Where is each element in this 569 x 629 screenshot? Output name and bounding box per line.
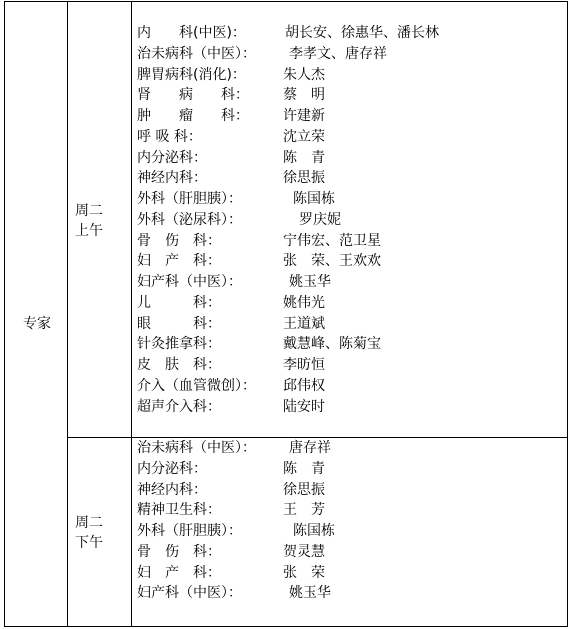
schedule-row [137, 189, 562, 210]
department-name: 皮 肤 科： [137, 357, 221, 373]
department-name: 外科（泌尿科）： [137, 211, 242, 228]
schedule-row [137, 500, 562, 521]
session-2-day: 周二 [75, 515, 103, 531]
doctor-names: 宁伟宏、范卫星 [283, 232, 381, 249]
doctor-names: 张 荣 [283, 564, 325, 581]
department-name: 外科（肝胆胰）： [137, 523, 242, 539]
department-name: 治未病科（中医）： [137, 440, 256, 456]
session-1-time [75, 201, 115, 241]
department-name: 精神卫生科： [137, 502, 221, 519]
department-name: 内分泌科： [137, 149, 207, 166]
doctor-names: 陈 青 [283, 460, 325, 477]
session-2-period: 下午 [75, 535, 103, 551]
schedule-row [137, 376, 562, 397]
doctor-names: 陆安时 [283, 398, 325, 415]
session-1-list [137, 23, 562, 417]
schedule-row [137, 106, 562, 127]
schedule-row [137, 168, 562, 189]
department-name: 骨 伤 科： [137, 232, 221, 249]
schedule-row [137, 85, 562, 106]
doctor-names: 唐存祥 [289, 440, 331, 456]
schedule-row [137, 480, 562, 501]
session-1-day: 周二 [75, 203, 103, 219]
doctor-names: 许建新 [283, 108, 325, 124]
schedule-row [137, 293, 562, 314]
schedule-row [137, 272, 562, 293]
department-name: 介入（血管微创）： [137, 377, 256, 394]
department-name: 妇 产 科： [137, 564, 221, 581]
schedule-row [137, 210, 562, 231]
doctor-names: 王道斌 [283, 315, 325, 332]
department-name: 神经内科： [137, 170, 207, 187]
department-name: 妇产科（中医）： [137, 585, 242, 602]
schedule-row [137, 231, 562, 252]
doctor-names: 李孝文、唐存祥 [289, 45, 387, 62]
schedule-table [4, 1, 568, 627]
department-name: 妇 产 科： [137, 253, 221, 270]
doctor-names: 陈 青 [283, 149, 325, 166]
doctor-names: 蔡 明 [283, 87, 325, 104]
schedule-row [137, 334, 562, 355]
department-name: 肾 病 科： [137, 87, 249, 104]
doctor-names: 姚伟光 [283, 294, 325, 311]
schedule-row [137, 44, 562, 65]
department-name: 神经内科： [137, 481, 207, 498]
session-2-list [137, 438, 562, 604]
department-name: 肿 瘤 科： [137, 108, 249, 124]
department-name: 外科（肝胆胰）： [137, 191, 242, 207]
doctor-names: 胡长安、徐惠华、潘长林 [285, 25, 439, 41]
schedule-row [137, 127, 562, 148]
schedule-row [137, 148, 562, 169]
department-name: 妇产科（中医）： [137, 274, 242, 290]
schedule-row [137, 583, 562, 604]
column-divider-2 [131, 2, 132, 626]
doctor-names: 李昉恒 [283, 357, 325, 373]
doctor-names: 邱伟权 [283, 377, 325, 394]
schedule-row [137, 397, 562, 418]
schedule-row [137, 563, 562, 584]
schedule-row [137, 23, 562, 44]
schedule-row [137, 459, 562, 480]
category-label: 专家 [23, 316, 51, 332]
doctor-names: 戴慧峰、陈菊宝 [283, 336, 381, 353]
column-divider-1 [67, 2, 68, 626]
department-name: 骨 伤 科： [137, 543, 221, 560]
department-name: 针灸推拿科： [137, 336, 221, 353]
doctor-names: 朱人杰 [283, 66, 325, 83]
doctor-names: 徐思振 [283, 481, 325, 498]
doctor-names: 罗庆妮 [299, 211, 341, 228]
doctor-names: 徐思振 [283, 170, 325, 187]
department-name: 呼 吸 科： [137, 128, 202, 145]
department-name: 眼 科： [137, 315, 221, 332]
doctor-names: 姚玉华 [289, 274, 331, 290]
department-name: 脾胃病科(消化)： [137, 66, 246, 83]
schedule-row [137, 314, 562, 335]
schedule-row [137, 251, 562, 272]
schedule-row [137, 355, 562, 376]
doctor-names: 陈国栋 [293, 191, 335, 207]
doctor-names: 沈立荣 [283, 128, 325, 145]
department-name: 儿 科： [137, 294, 221, 311]
schedule-row [137, 65, 562, 86]
doctor-names: 贺灵慧 [283, 543, 325, 560]
department-name: 超声介入科： [137, 398, 221, 415]
session-2-time [75, 513, 115, 553]
doctor-names: 陈国栋 [293, 523, 335, 539]
schedule-row [137, 521, 562, 542]
schedule-row [137, 542, 562, 563]
department-name: 治未病科（中医）： [137, 45, 256, 62]
doctor-names: 姚玉华 [289, 585, 331, 602]
department-name: 内 科(中医)： [137, 25, 246, 41]
doctor-names: 张 荣、王欢欢 [283, 253, 381, 270]
doctor-names: 王 芳 [283, 502, 325, 519]
department-name: 内分泌科： [137, 460, 207, 477]
session-1-period: 上午 [75, 223, 103, 239]
schedule-row [137, 438, 562, 459]
